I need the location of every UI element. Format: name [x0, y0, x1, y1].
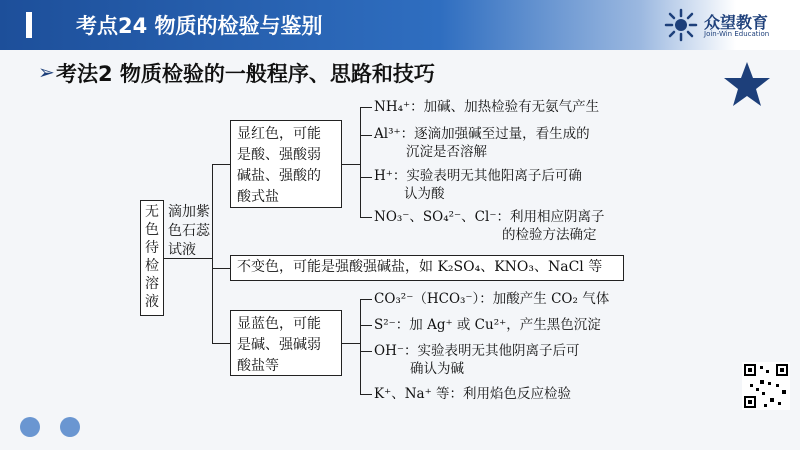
arrow-icon: ➢	[38, 60, 55, 84]
header-accent	[26, 12, 32, 38]
connector	[360, 107, 372, 108]
page-title: 考点24 物质的检验与鉴别	[76, 14, 323, 38]
star-icon	[722, 60, 772, 108]
red-line: 酸式盐	[237, 189, 279, 205]
connector	[360, 299, 372, 300]
blue-line: 是碱、强碱弱	[237, 337, 321, 353]
brand-logo	[664, 8, 794, 44]
test-s: S²⁻：加 Ag⁺ 或 Cu²⁺，产生黑色沉淀	[374, 317, 601, 333]
logo-subtitle: Join-Win Education	[704, 30, 770, 38]
red-result-box	[230, 120, 342, 208]
connector	[212, 343, 230, 344]
flow-diagram	[130, 95, 660, 405]
test-anions: NO₃⁻、SO₄²⁻、Cl⁻：利用相应阴离子 的检验方法确定	[374, 209, 605, 243]
connector	[164, 258, 212, 259]
connector	[360, 217, 372, 218]
connector	[360, 177, 372, 178]
start-solution-box: 无色待检溶液	[140, 200, 164, 316]
blue-result-box	[230, 310, 342, 376]
connector	[360, 325, 372, 326]
connector	[360, 107, 361, 217]
logo-icon	[664, 8, 698, 42]
no-change-box: 不变色，可能是强酸强碱盐，如 K₂SO₄、KNO₃、NaCl 等	[230, 255, 624, 281]
red-line: 是酸、强酸弱	[237, 147, 321, 163]
connector	[360, 351, 372, 352]
test-k-na: K⁺、Na⁺ 等：利用焰色反应检验	[374, 386, 571, 402]
test-h: H⁺：实验表明无其他阳离子后可确 认为酸	[374, 168, 582, 202]
test-co3: CO₃²⁻（HCO₃⁻）：加酸产生 CO₂ 气体	[374, 291, 610, 307]
qr-code-icon	[742, 362, 790, 410]
reagent-label: 滴加紫色石蕊试液	[168, 204, 210, 258]
test-nh4: NH₄⁺：加碱、加热检验有无氨气产生	[374, 99, 600, 115]
test-al: Al³⁺：逐滴加强碱至过量，看生成的 沉淀是否溶解	[374, 126, 590, 160]
connector	[360, 135, 372, 136]
connector	[212, 268, 230, 269]
blue-line: 显蓝色，可能	[237, 316, 321, 332]
logo-name: 众望教育	[704, 13, 769, 32]
test-oh: OH⁻：实验表明无其他阴离子后可 确认为碱	[374, 343, 580, 377]
connector	[342, 164, 360, 165]
connector	[360, 394, 372, 395]
footer-badge-icon	[18, 412, 138, 442]
connector	[212, 164, 213, 344]
blue-line: 酸盐等	[237, 358, 279, 374]
connector	[342, 343, 360, 344]
red-line: 碱盐、强酸的	[237, 168, 321, 184]
connector	[360, 299, 361, 395]
section-subtitle: 考法2 物质检验的一般程序、思路和技巧	[56, 62, 435, 86]
connector	[212, 164, 230, 165]
red-line: 显红色，可能	[237, 126, 321, 142]
